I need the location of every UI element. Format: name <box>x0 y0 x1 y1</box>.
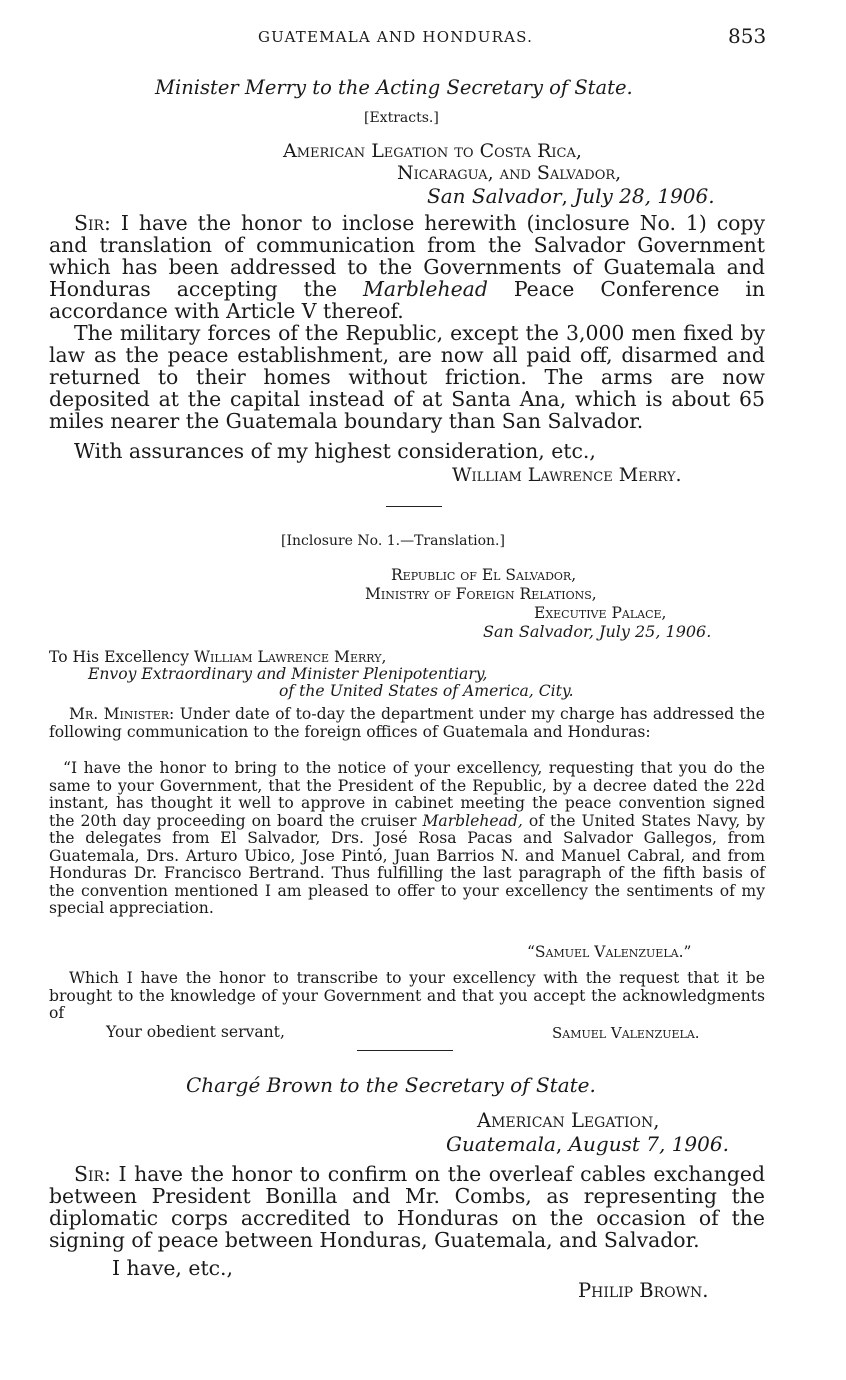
letter2-paragraph-1: Sir: I have the honor to confirm on the overleaf cables exchanged between President Bonilla and Mr. Combs, as representing the diplomatic corps accredited to Honduras on the occasion of the signing of peace between Honduras, Guatemala, and Salvador. <box>49 1162 766 1252</box>
letter1-dateline: San Salvador, July 28, 1906. <box>427 184 715 208</box>
letter1-address-line2: Nicaragua, and Salvador, <box>397 162 622 184</box>
letter2-dateline: Guatemala, August 7, 1906. <box>446 1132 729 1156</box>
inclosure-salutation: Mr. Minister: <box>69 705 175 723</box>
letter2-address-line1: American Legation, <box>477 1109 660 1132</box>
quote-signature: “Samuel Valenzuela.” <box>527 943 692 961</box>
section-divider-2 <box>357 1050 453 1051</box>
addressee-name: William Lawrence Merry, <box>193 648 387 666</box>
inclosure-addressee: To His Excellency William Lawrence Merry, <box>49 648 387 666</box>
inclosure-address-line1: Republic of El Salvador, <box>391 566 577 584</box>
running-head: GUATEMALA AND HONDURAS. <box>258 28 534 46</box>
inclosure-signature: Samuel Valenzuela. <box>552 1024 700 1042</box>
addressee-location: of the United States of America, City. <box>279 682 574 700</box>
inclosure-address-line3: Executive Palace, <box>534 604 667 622</box>
inclosure-closing: Your obedient servant, <box>106 1023 285 1041</box>
inclosure-paragraph-1: Mr. Minister: Under date of to-day the department under my charge has addressed the following communication to the foreign offices of Guatemala and Honduras: <box>49 705 765 741</box>
page-number: 853 <box>728 24 767 48</box>
letter1-date: July 28, 1906. <box>574 184 715 208</box>
quoted-ship-name: Marblehead, <box>422 811 523 830</box>
letter2-heading: Chargé Brown to the Secretary of State. <box>186 1073 596 1097</box>
inclosure-paragraph-2: Which I have the honor to transcribe to your excellency with the request that it be brought to the knowledge of your Government and that you accept the acknowledgments of <box>49 969 765 1022</box>
addressee-title: Envoy Extraordinary and Minister Plenipotentiary, <box>88 665 488 683</box>
section-divider <box>386 506 442 507</box>
letter2-salutation: Sir: <box>74 1162 111 1186</box>
letter1-heading: Minister Merry to the Acting Secretary of State. <box>155 76 633 99</box>
letter1-signature: William Lawrence Merry. <box>452 464 682 486</box>
letter1-paragraph-2: The military forces of the Republic, except the 3,000 men fixed by law as the peace establishment, are now all paid off, disarmed and returned to their homes without friction. The arms are now deposited at the capital instead of at Santa Ana, which is about 65 miles nearer the Guatemala boundary than San Salvador. <box>49 321 765 433</box>
inclosure-dateline: San Salvador, July 25, 1906. <box>483 622 712 641</box>
inclosure-quoted-communication: “I have the honor to bring to the notice of your excellency, requesting that you do the same to your Government, that the President of the Republic, by a decree dated the 22d instant, has thought it well to approve in cabinet meeting the peace convention signed the 20th day proceeding on board the cruiser Marblehead, of the United States Navy, by the delegates from El Salvador, Drs. José Rosa Pacas and Salvador Gallegos, from Guatemala, Drs. Arturo Ubico, Jose Pintó, Juan Barrios N. and Manuel Cabral, and from Honduras Dr. Francisco Bertrand. Thus fulfilling the last paragraph of the fifth basis of the convention mentioned I am pleased to offer to your excellency the sentiments of my special appreciation. <box>49 759 765 917</box>
letter1-salutation: Sir: <box>74 211 111 235</box>
letter1-closing: With assurances of my highest consideration, etc., <box>74 439 596 463</box>
letter1-address-line1: American Legation to Costa Rica, <box>283 140 582 162</box>
ship-name: Marblehead <box>363 277 488 301</box>
letter2-closing: I have, etc., <box>112 1256 234 1280</box>
letter2-date: August 7, 1906. <box>568 1132 729 1156</box>
extracts-note: [Extracts.] <box>364 110 439 126</box>
letter2-signature: Philip Brown. <box>578 1279 709 1302</box>
letter1-paragraph-1: Sir: I have the honor to inclose herewith (inclosure No. 1) copy and translation of communication from the Salvador Government which has been addressed to the Governments of Guatemala and Honduras accepting the Marblehead Peace Conference in accordance with Article V thereof. <box>49 211 766 323</box>
inclosure-label: [Inclosure No. 1.—Translation.] <box>281 533 505 549</box>
letter1-place: San Salvador <box>427 184 562 208</box>
letter2-place: Guatemala <box>446 1132 556 1156</box>
inclosure-address-line2: Ministry of Foreign Relations, <box>365 585 597 603</box>
